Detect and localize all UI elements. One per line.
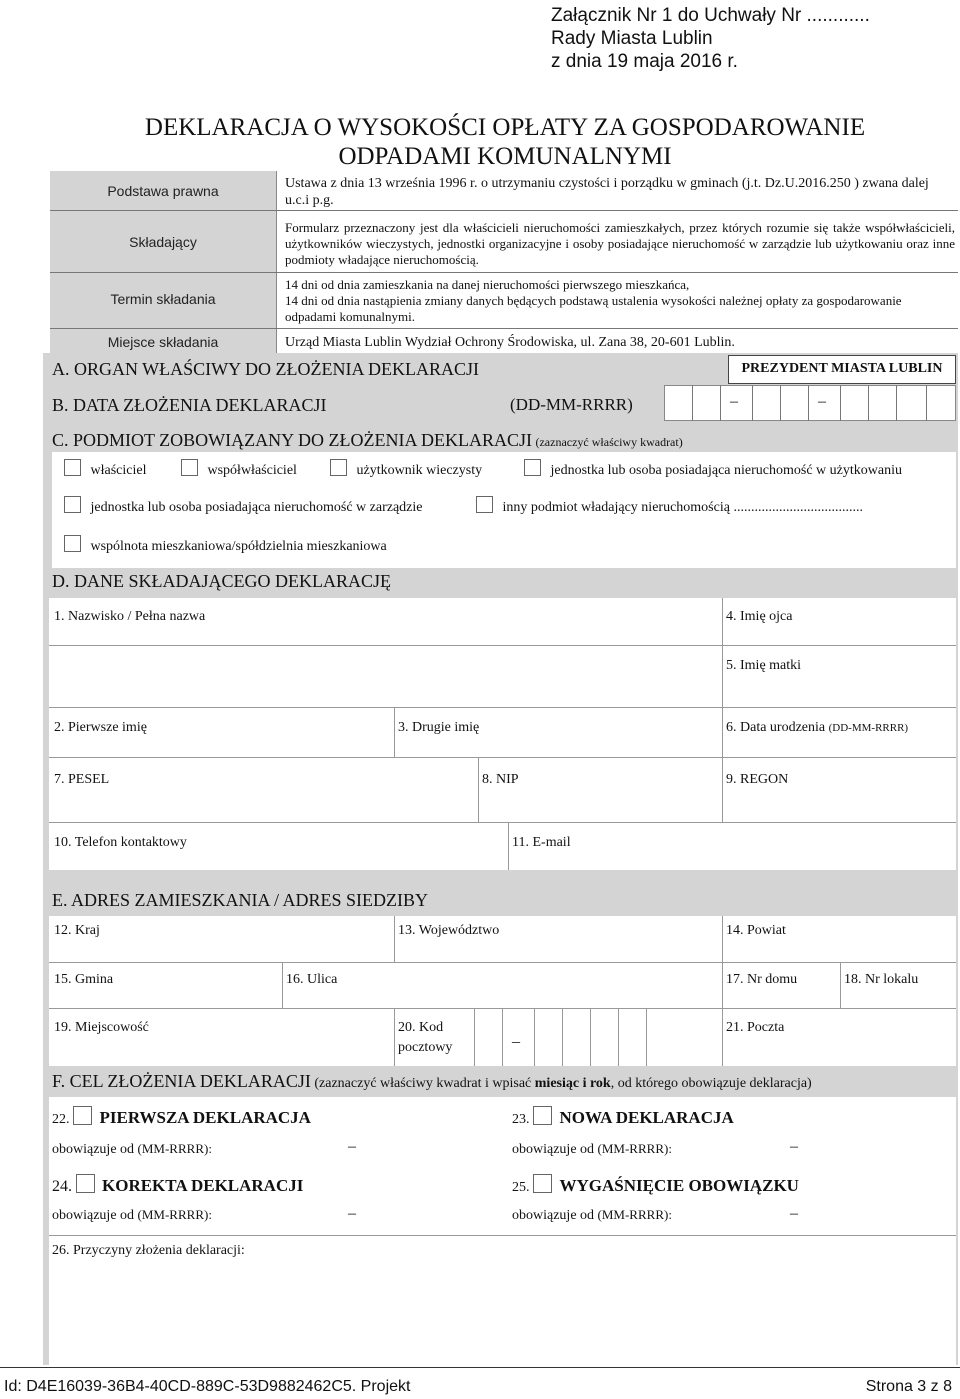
- option-correction[interactable]: 24. KOREKTA DEKLARACJI: [52, 1176, 304, 1195]
- checkbox-community[interactable]: [64, 535, 81, 552]
- section-e-heading: E. ADRES ZAMIESZKANIA / ADRES SIEDZIBY: [52, 890, 429, 910]
- section-a-heading: A. ORGAN WŁAŚCIWY DO ZŁOŻENIA DEKLARACJI: [52, 359, 479, 379]
- first-valid-from: obowiązuje od (MM-RRRR):: [52, 1141, 212, 1157]
- field-regon[interactable]: 9. REGON: [726, 772, 789, 787]
- legal-basis-text: Ustawa z dnia 13 września 1996 r. o utrzymaniu czystości i porządku w gminach (j.t. Dz.U.2016.250 ) zwana dalej u.c.i p.g.: [285, 176, 929, 208]
- option-expiry[interactable]: 25. WYGAŚNIĘCIE OBOWIĄZKU: [512, 1176, 799, 1195]
- date-sep-2: –: [818, 393, 826, 410]
- option-unit-manage[interactable]: jednostka lub osoba posiadająca nieruchomość w zarządzie: [64, 496, 422, 516]
- field-voivodeship[interactable]: 13. Województwo: [398, 923, 500, 938]
- checkbox-unit-manage[interactable]: [64, 496, 81, 513]
- checkbox-owner[interactable]: [64, 459, 81, 476]
- field-street[interactable]: 16. Ulica: [286, 972, 338, 987]
- submitter-label: Składający: [129, 234, 197, 250]
- place-label: Miejsce składania: [107, 334, 219, 350]
- field-surname[interactable]: 1. Nazwisko / Pełna nazwa: [54, 609, 206, 624]
- attachment-note: [551, 4, 870, 73]
- checkbox-first-declaration[interactable]: [73, 1106, 92, 1125]
- option-other[interactable]: inny podmiot władający nieruchomością .....................................: [476, 496, 863, 516]
- field-post-office[interactable]: 21. Poczta: [726, 1020, 785, 1035]
- deadline-text: 14 dni od dnia zamieszkania na danej nieruchomości pierwszego mieszkańca, 14 dni od dnia nastąpienia zmiany danych będących podstawą ustalenia wysokości należnej opłaty za gospodarowanie odpadami komunalnymi.: [285, 277, 902, 324]
- footer-page: Strona 3 z 8: [865, 1378, 952, 1395]
- postal-sep: _: [512, 1028, 520, 1045]
- attachment-line2: Rady Miasta Lublin: [551, 28, 713, 49]
- checkbox-new-declaration[interactable]: [533, 1106, 552, 1125]
- deadline-label: Termin składania: [110, 291, 216, 307]
- field-commune[interactable]: 15. Gmina: [54, 972, 114, 987]
- field-house-number[interactable]: 17. Nr domu: [726, 972, 798, 987]
- field-district[interactable]: 14. Powiat: [726, 923, 786, 938]
- expiry-valid-from: obowiązuje od (MM-RRRR):: [512, 1207, 672, 1223]
- checkbox-correction[interactable]: [76, 1174, 95, 1193]
- option-first-declaration[interactable]: 22. PIERWSZA DEKLARACJA: [52, 1108, 311, 1127]
- field-pesel[interactable]: 7. PESEL: [54, 772, 110, 787]
- field-apartment-number[interactable]: 18. Nr lokalu: [844, 972, 919, 987]
- submission-date-field[interactable]: [664, 385, 956, 421]
- expiry-valid-input[interactable]: [696, 1198, 932, 1232]
- legal-basis-label: Podstawa prawna: [107, 183, 219, 199]
- new-valid-from: obowiązuje od (MM-RRRR):: [512, 1141, 672, 1157]
- attachment-line1: Załącznik Nr 1 do Uchwały Nr ............: [551, 5, 870, 26]
- field-birth-date[interactable]: 6. Data urodzenia (DD-MM-RRRR): [726, 720, 909, 735]
- option-owner[interactable]: właściciel: [64, 459, 146, 479]
- checkbox-other[interactable]: [476, 496, 493, 513]
- footer-divider: [0, 1367, 960, 1368]
- footer-id: Id: D4E16039-36B4-40CD-889C-53D9882462C5. Projekt: [4, 1378, 411, 1395]
- page-title: [0, 113, 960, 171]
- option-unit-use[interactable]: jednostka lub osoba posiadająca nieruchomość w użytkowaniu: [524, 459, 902, 479]
- field-first-name[interactable]: 2. Pierwsze imię: [54, 720, 147, 735]
- field-reasons[interactable]: 26. Przyczyny złożenia deklaracji:: [52, 1243, 245, 1258]
- field-email[interactable]: 11. E-mail: [512, 835, 571, 850]
- field-second-name[interactable]: 3. Drugie imię: [398, 720, 480, 735]
- field-nip[interactable]: 8. NIP: [482, 772, 519, 787]
- section-f-heading: F. CEL ZŁOŻENIA DEKLARACJI (zaznaczyć właściwy kwadrat i wpisać miesiąc i rok, od którego obowiązuje deklaracja): [52, 1071, 812, 1091]
- checkbox-unit-use[interactable]: [524, 459, 541, 476]
- postal-code-input[interactable]: [474, 1008, 646, 1066]
- checkbox-expiry[interactable]: [533, 1174, 552, 1193]
- checkbox-perpetual-user[interactable]: [330, 459, 347, 476]
- option-perpetual-user[interactable]: użytkownik wieczysty: [330, 459, 482, 479]
- field-mother-name[interactable]: 5. Imię matki: [726, 658, 802, 673]
- place-text: Urząd Miasta Lublin Wydział Ochrony Środowiska, ul. Zana 38, 20-601 Lublin.: [285, 335, 735, 350]
- submitter-text: Formularz przeznaczony jest dla właścicieli nieruchomości zamieszkałych, przez których rozumie się także współwłaścicieli, użytkowników wieczystych, jednostki organizacyjne i osoby posiadające nieruchomość w zarządzie lub użytkowaniu oraz inne podmioty władające nieruchomością.: [285, 220, 955, 267]
- field-city[interactable]: 19. Miejscowość: [54, 1020, 149, 1035]
- option-new-declaration[interactable]: 23. NOWA DEKLARACJA: [512, 1108, 734, 1127]
- new-valid-input[interactable]: [696, 1130, 932, 1164]
- section-b-heading: B. DATA ZŁOŻENIA DEKLARACJI: [52, 395, 327, 415]
- date-sep-1: –: [730, 393, 738, 410]
- title-line1: DEKLARACJA O WYSOKOŚCI OPŁATY ZA GOSPODAROWANIE: [144, 114, 866, 141]
- field-postal-code-label: 20. Kod pocztowy: [398, 1020, 453, 1055]
- title-line2: ODPADAMI KOMUNALNYMI: [338, 143, 672, 170]
- option-co-owner[interactable]: współwłaściciel: [181, 459, 297, 479]
- attachment-line3: z dnia 19 maja 2016 r.: [551, 51, 738, 72]
- field-phone[interactable]: 10. Telefon kontaktowy: [54, 835, 187, 850]
- field-father-name[interactable]: 4. Imię ojca: [726, 609, 793, 624]
- field-country[interactable]: 12. Kraj: [54, 923, 100, 938]
- correction-valid-from: obowiązuje od (MM-RRRR):: [52, 1207, 212, 1223]
- organ-value: PREZYDENT MIASTA LUBLIN: [741, 361, 943, 376]
- date-format: (DD-MM-RRRR): [510, 395, 633, 414]
- option-community[interactable]: wspólnota mieszkaniowa/spółdzielnia mieszkaniowa: [64, 535, 387, 555]
- checkbox-co-owner[interactable]: [181, 459, 198, 476]
- section-c-heading: C. PODMIOT ZOBOWIĄZANY DO ZŁOŻENIA DEKLARACJI (zaznaczyć właściwy kwadrat): [52, 430, 683, 450]
- section-d-heading: D. DANE SKŁADAJĄCEGO DEKLARACJĘ: [52, 571, 391, 591]
